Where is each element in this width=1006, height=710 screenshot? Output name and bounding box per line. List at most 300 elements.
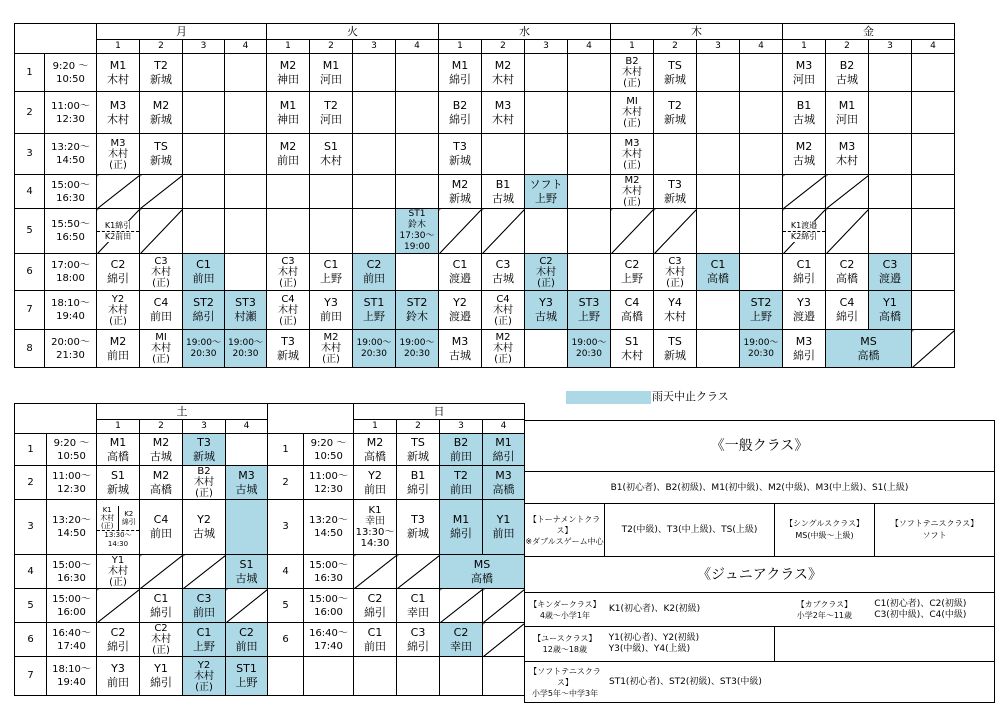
- schedule-cell: 19:00～ 20:30: [396, 330, 439, 368]
- schedule-cell: T2 前田: [440, 466, 483, 500]
- schedule-cell: C1 前田: [354, 623, 397, 657]
- schedule-cell: K1 幸田 13:30～ 14:30: [354, 500, 397, 555]
- period-number: 5: [15, 589, 47, 623]
- period-number: 1: [15, 54, 45, 92]
- schedule-cell: ソフト 上野: [525, 175, 568, 209]
- schedule-cell: [697, 330, 740, 368]
- schedule-cell-split: [97, 500, 140, 555]
- singles-class-levels: MS(中級～上級): [795, 531, 854, 540]
- slot-header: 2: [654, 40, 697, 54]
- schedule-cell: [697, 291, 740, 330]
- schedule-cell: [267, 209, 310, 254]
- schedule-cell: ST2 上野: [740, 291, 783, 330]
- schedule-cell: [611, 209, 654, 254]
- slot-header: 1: [97, 40, 140, 54]
- cub-class-label: 【カブクラス】: [796, 599, 853, 609]
- day-header: 金: [783, 24, 955, 40]
- schedule-cell: [225, 54, 267, 92]
- period-time: [304, 657, 354, 696]
- schedule-cell: MS 高橋: [440, 555, 525, 589]
- schedule-cell: C1 前田: [183, 254, 225, 291]
- schedule-cell: [912, 254, 955, 291]
- period-time: 20:00～ 21:30: [45, 330, 97, 368]
- schedule-cell: M2 木村: [482, 54, 525, 92]
- slot-header: 3: [183, 40, 225, 54]
- schedule-cell: [140, 555, 183, 589]
- schedule-cell: [353, 92, 396, 134]
- day-header: 水: [439, 24, 611, 40]
- schedule-cell: M3 高橋: [483, 466, 525, 500]
- schedule-cell: 19:00～ 20:30: [353, 330, 396, 368]
- schedule-cell: [439, 209, 482, 254]
- schedule-cell: Y3 前田: [310, 291, 353, 330]
- schedule-cell: Y1 前田: [483, 500, 525, 555]
- schedule-cell: [483, 623, 525, 657]
- schedule-cell: M2 古城: [140, 434, 183, 466]
- schedule-cell: M3 木村: [482, 92, 525, 134]
- slot-header: 1: [267, 40, 310, 54]
- schedule-cell: M3 古城: [226, 466, 268, 500]
- schedule-cell: B1 古城: [783, 92, 826, 134]
- schedule-cell: [225, 175, 267, 209]
- schedule-cell: M2 前田: [267, 134, 310, 175]
- slot-header: 4: [568, 40, 611, 54]
- slot-header: 4: [396, 40, 439, 54]
- schedule-cell: ST1 上野: [226, 657, 268, 696]
- slot-header: 1: [783, 40, 826, 54]
- schedule-cell: C4 綿引: [826, 291, 869, 330]
- schedule-cell: ST1 鈴木 17:30～ 19:00: [396, 209, 439, 254]
- schedule-cell: [697, 134, 740, 175]
- soft-tennis-class-value: ソフト: [922, 531, 947, 540]
- schedule-cell: S1 木村: [310, 134, 353, 175]
- tournament-class-label: 【トーナメントクラス】: [528, 514, 601, 535]
- schedule-cell: [97, 209, 140, 254]
- schedule-cell: [869, 175, 912, 209]
- schedule-cell: [183, 555, 226, 589]
- junior-soft-class-age: 小学5年～中学3年: [531, 688, 599, 698]
- schedule-cell: B2 前田: [440, 434, 483, 466]
- schedule-cell: [912, 330, 955, 368]
- schedule-cell: [525, 54, 568, 92]
- slot-header: 2: [140, 420, 183, 434]
- schedule-cell: [568, 209, 611, 254]
- schedule-cell: TS 新城: [397, 434, 440, 466]
- schedule-cell: T3 新城: [439, 134, 482, 175]
- schedule-cell: ST3 村瀬: [225, 291, 267, 330]
- schedule-cell: [483, 589, 525, 623]
- slot-header: 1: [354, 420, 397, 434]
- schedule-cell: T3 新城: [654, 175, 697, 209]
- period-time: 15:50～ 16:50: [45, 209, 97, 254]
- period-number: 2: [268, 466, 304, 500]
- schedule-cell: ST2 鈴木: [396, 291, 439, 330]
- youth-class-levels-1: Y1(初心者)、Y2(初級): [608, 633, 700, 643]
- schedule-cell: C3 前田: [183, 589, 226, 623]
- schedule-cell: [568, 254, 611, 291]
- schedule-cell: M2 神田: [267, 54, 310, 92]
- schedule-cell: [525, 134, 568, 175]
- split-class-label: K2綿引: [783, 231, 825, 242]
- schedule-cell: M1 綿引: [440, 500, 483, 555]
- slot-header: 3: [440, 420, 483, 434]
- split-class-label: K1 木村 (正): [97, 506, 119, 530]
- schedule-cell: T3 新城: [267, 330, 310, 368]
- schedule-cell: [183, 209, 225, 254]
- schedule-cell: [740, 209, 783, 254]
- schedule-cell: C4 高橋: [611, 291, 654, 330]
- period-time: 11:00～ 12:30: [45, 92, 97, 134]
- day-header: 木: [611, 24, 783, 40]
- schedule-cell: [440, 589, 483, 623]
- schedule-cell: [740, 175, 783, 209]
- period-number: 2: [15, 466, 47, 500]
- schedule-cell: Y2 渡邉: [439, 291, 482, 330]
- schedule-cell: M3 木村: [97, 92, 140, 134]
- cub-class-age: 小学2年～11歳: [796, 610, 853, 620]
- weekend-schedule-table: [14, 403, 525, 696]
- schedule-cell: [697, 92, 740, 134]
- schedule-cell: [353, 54, 396, 92]
- schedule-cell: [226, 589, 268, 623]
- period-number: 5: [268, 589, 304, 623]
- schedule-cell: S1 古城: [226, 555, 268, 589]
- schedule-cell: [396, 54, 439, 92]
- period-number: 4: [268, 555, 304, 589]
- schedule-cell: M2 木村 (正): [611, 175, 654, 209]
- period-number: 7: [15, 291, 45, 330]
- schedule-cell: [740, 54, 783, 92]
- schedule-cell: C1 幸田: [397, 589, 440, 623]
- schedule-cell: [482, 209, 525, 254]
- schedule-cell: Y2 古城: [183, 500, 226, 555]
- schedule-cell: [740, 134, 783, 175]
- schedule-cell: C3 木村 (正): [140, 254, 183, 291]
- schedule-cell: [912, 291, 955, 330]
- slot-header: 2: [482, 40, 525, 54]
- schedule-cell: M3 綿引: [783, 330, 826, 368]
- soft-tennis-class-label: 【ソフトテニスクラス】: [890, 519, 979, 528]
- schedule-cell: ST2 綿引: [183, 291, 225, 330]
- period-number: 3: [15, 134, 45, 175]
- schedule-cell: [226, 500, 268, 555]
- schedule-cell: [912, 92, 955, 134]
- schedule-cell: [353, 209, 396, 254]
- schedule-cell: [826, 209, 869, 254]
- kinder-class-age: 4歳～小学1年: [539, 610, 590, 620]
- cub-class-levels-1: C1(初心者)、C2(初級): [874, 598, 967, 609]
- schedule-cell: M3 木村 (正): [611, 134, 654, 175]
- schedule-cell: [697, 54, 740, 92]
- schedule-cell: [225, 134, 267, 175]
- schedule-cell: M1 河田: [826, 92, 869, 134]
- kinder-class-levels: K1(初心者)、K2(初級): [608, 604, 701, 614]
- schedule-cell: [568, 134, 611, 175]
- schedule-cell: C2 綿引: [354, 589, 397, 623]
- schedule-cell: B2 綿引: [439, 92, 482, 134]
- schedule-cell: M3 木村 (正): [97, 134, 140, 175]
- period-number: 1: [15, 434, 47, 466]
- period-number: 2: [15, 92, 45, 134]
- schedule-cell: [568, 175, 611, 209]
- period-time: 15:00～ 16:30: [45, 175, 97, 209]
- period-time: 13:20～ 14:50: [304, 500, 354, 555]
- split-class-time: 13:30～ 14:30: [97, 530, 139, 549]
- slot-header: 4: [740, 40, 783, 54]
- schedule-cell: S1 新城: [97, 466, 140, 500]
- schedule-cell: M2 前田: [97, 330, 140, 368]
- schedule-cell: [912, 209, 955, 254]
- schedule-cell: T2 新城: [140, 54, 183, 92]
- tournament-class-note: ※ダブルスゲーム中心: [525, 536, 604, 546]
- schedule-cell: S1 木村: [611, 330, 654, 368]
- schedule-cell: [225, 92, 267, 134]
- schedule-cell: Y1 綿引: [140, 657, 183, 696]
- schedule-cell: [525, 209, 568, 254]
- schedule-cell: C2 上野: [611, 254, 654, 291]
- schedule-cell: [397, 555, 440, 589]
- schedule-cell: M3 河田: [783, 54, 826, 92]
- schedule-cell: B2 古城: [826, 54, 869, 92]
- schedule-cell: [140, 209, 183, 254]
- period-time: 15:00～ 16:30: [304, 555, 354, 589]
- schedule-cell: [525, 330, 568, 368]
- schedule-cell: [353, 175, 396, 209]
- schedule-cell: [310, 175, 353, 209]
- singles-class-label: 【シングルスクラス】: [785, 519, 864, 528]
- weekday-schedule-table: [14, 23, 955, 368]
- schedule-cell: [226, 434, 268, 466]
- schedule-cell: [354, 555, 397, 589]
- period-number: 6: [15, 623, 47, 657]
- schedule-cell: C4 木村 (正): [482, 291, 525, 330]
- tournament-class-levels: T2(中級)、T3(中上級)、TS(上級): [605, 504, 775, 557]
- schedule-cell: C1 綿引: [783, 254, 826, 291]
- schedule-cell: [912, 175, 955, 209]
- period-time: 17:00～ 18:00: [45, 254, 97, 291]
- schedule-cell: M1 神田: [267, 92, 310, 134]
- schedule-cell: C1 高橋: [697, 254, 740, 291]
- schedule-cell: C1 綿引: [140, 589, 183, 623]
- schedule-cell: M2 高橋: [140, 466, 183, 500]
- schedule-cell: [483, 657, 525, 696]
- period-time: 9:20 ～ 10:50: [304, 434, 354, 466]
- schedule-cell: [869, 54, 912, 92]
- schedule-cell: M2 新城: [140, 92, 183, 134]
- schedule-cell: C3 木村 (正): [654, 254, 697, 291]
- schedule-cell: [140, 175, 183, 209]
- slot-header: 4: [483, 420, 525, 434]
- schedule-cell: T3 新城: [397, 500, 440, 555]
- split-class-label: K2前田: [97, 231, 139, 242]
- schedule-cell: M2 古城: [783, 134, 826, 175]
- period-time: 16:40～ 17:40: [304, 623, 354, 657]
- period-time: 9:20 ～ 10:50: [47, 434, 97, 466]
- kinder-class-label: 【キンダークラス】: [529, 599, 601, 609]
- schedule-cell: M2 高橋: [354, 434, 397, 466]
- schedule-cell: [267, 175, 310, 209]
- schedule-cell: C4 前田: [140, 291, 183, 330]
- period-time: 18:10～ 19:40: [47, 657, 97, 696]
- rain-cancel-legend-swatch: [566, 391, 651, 404]
- schedule-cell: M2 木村 (正): [482, 330, 525, 368]
- period-time: 15:00～ 16:00: [47, 589, 97, 623]
- schedule-cell: [869, 209, 912, 254]
- schedule-cell: C2 高橋: [826, 254, 869, 291]
- period-time: 11:00～ 12:30: [304, 466, 354, 500]
- schedule-cell: C4 木村 (正): [267, 291, 310, 330]
- schedule-cell: [183, 92, 225, 134]
- schedule-cell: [396, 134, 439, 175]
- schedule-cell: Y2 前田: [354, 466, 397, 500]
- schedule-cell: [225, 209, 267, 254]
- schedule-cell: C2 前田: [226, 623, 268, 657]
- cub-class-levels-2: C3(初中級)、C4(中級): [874, 609, 967, 620]
- general-class-title: 《一般クラス》: [525, 421, 995, 472]
- schedule-cell: C1 上野: [310, 254, 353, 291]
- period-time: 16:40～ 17:40: [47, 623, 97, 657]
- schedule-cell: [912, 134, 955, 175]
- split-class-label: K1渡邉: [783, 221, 825, 231]
- schedule-cell: MI 木村 (正): [611, 92, 654, 134]
- period-number: 7: [15, 657, 47, 696]
- schedule-cell: C2 木村 (正): [525, 254, 568, 291]
- schedule-cell: M2 新城: [439, 175, 482, 209]
- schedule-cell: C1 渡邉: [439, 254, 482, 291]
- period-number: 6: [15, 254, 45, 291]
- schedule-cell: [697, 175, 740, 209]
- schedule-cell: B1 古城: [482, 175, 525, 209]
- period-number: 4: [15, 175, 45, 209]
- day-header: 月: [97, 24, 267, 40]
- schedule-cell: [697, 209, 740, 254]
- schedule-cell: B2 木村 (正): [183, 466, 226, 500]
- schedule-cell: [740, 92, 783, 134]
- junior-soft-class-levels: ST1(初心者)、ST2(初級)、ST3(中級): [609, 676, 762, 687]
- schedule-cell: 19:00～ 20:30: [568, 330, 611, 368]
- schedule-cell: [783, 209, 826, 254]
- slot-header: 1: [439, 40, 482, 54]
- schedule-cell: Y3 渡邉: [783, 291, 826, 330]
- schedule-cell: [568, 54, 611, 92]
- corner-cell: [268, 404, 354, 434]
- period-number: 3: [15, 500, 47, 555]
- period-time: 9:20 ～ 10:50: [45, 54, 97, 92]
- slot-header: 3: [869, 40, 912, 54]
- schedule-cell: [354, 657, 397, 696]
- schedule-cell: TS 新城: [654, 330, 697, 368]
- schedule-cell: [97, 175, 140, 209]
- period-number: 6: [268, 623, 304, 657]
- period-number: [268, 657, 304, 696]
- schedule-cell: MI 木村 (正): [140, 330, 183, 368]
- slot-header: 1: [611, 40, 654, 54]
- schedule-cell: [654, 209, 697, 254]
- slot-header: 2: [140, 40, 183, 54]
- schedule-cell: [183, 54, 225, 92]
- schedule-cell: M3 古城: [439, 330, 482, 368]
- schedule-cell: Y4 木村: [654, 291, 697, 330]
- slot-header: 3: [183, 420, 226, 434]
- schedule-cell: [568, 92, 611, 134]
- schedule-cell: C2 木村 (正): [140, 623, 183, 657]
- period-time: 18:10～ 19:40: [45, 291, 97, 330]
- schedule-cell: TS 新城: [140, 134, 183, 175]
- schedule-cell: [310, 209, 353, 254]
- schedule-cell: Y2 木村 (正): [183, 657, 226, 696]
- junior-soft-class-label: 【ソフトテニスクラス】: [529, 666, 601, 687]
- schedule-cell: M2 木村 (正): [310, 330, 353, 368]
- schedule-cell: T2 新城: [654, 92, 697, 134]
- slot-header: 2: [397, 420, 440, 434]
- schedule-cell: T2 河田: [310, 92, 353, 134]
- schedule-cell: [225, 254, 267, 291]
- slot-header: 1: [97, 420, 140, 434]
- schedule-cell: C2 幸田: [440, 623, 483, 657]
- split-class-label: K2 綿引: [121, 509, 136, 526]
- period-number: 3: [268, 500, 304, 555]
- youth-class-levels-2: Y3(中級)、Y4(上級): [608, 644, 691, 654]
- schedule-cell: [869, 134, 912, 175]
- junior-class-title: 《ジュニアクラス》: [525, 557, 995, 593]
- schedule-cell: 19:00～ 20:30: [183, 330, 225, 368]
- schedule-cell: [826, 175, 869, 209]
- period-time: 13:20～ 14:50: [45, 134, 97, 175]
- schedule-cell: [397, 657, 440, 696]
- schedule-cell: Y2 木村 (正): [97, 291, 140, 330]
- schedule-cell: 19:00～ 20:30: [225, 330, 267, 368]
- schedule-cell: ST3 上野: [568, 291, 611, 330]
- schedule-cell: M1 綿引: [439, 54, 482, 92]
- schedule-cell: [869, 92, 912, 134]
- corner-cell: [15, 404, 97, 434]
- slot-header: 4: [226, 420, 268, 434]
- schedule-cell: M1 綿引: [483, 434, 525, 466]
- schedule-cell: [353, 134, 396, 175]
- schedule-cell: Y3 前田: [97, 657, 140, 696]
- slot-header: 3: [697, 40, 740, 54]
- schedule-cell: Y3 古城: [525, 291, 568, 330]
- day-header: 土: [97, 404, 268, 420]
- period-number: 5: [15, 209, 45, 254]
- slot-header: 3: [525, 40, 568, 54]
- schedule-cell: [396, 92, 439, 134]
- schedule-cell: [740, 254, 783, 291]
- schedule-cell: [440, 657, 483, 696]
- schedule-cell: C1 上野: [183, 623, 226, 657]
- schedule-cell: [654, 134, 697, 175]
- period-number: 4: [15, 555, 47, 589]
- schedule-cell: B1 綿引: [397, 466, 440, 500]
- youth-class-age: 12歳～18歳: [542, 645, 588, 654]
- period-time: 13:20～ 14:50: [47, 500, 97, 555]
- schedule-cell: M3 木村: [826, 134, 869, 175]
- schedule-cell: C3 古城: [482, 254, 525, 291]
- schedule-cell: 19:00～ 20:30: [740, 330, 783, 368]
- split-class-label: K1綿引: [97, 221, 139, 231]
- general-class-levels: B1(初心者)、B2(初級)、M1(初中級)、M2(中級)、M3(中上級)、S1(上級): [525, 472, 995, 504]
- schedule-cell: Y1 高橋: [869, 291, 912, 330]
- rain-cancel-legend-label: 雨天中止クラス: [652, 390, 729, 403]
- schedule-cell: [525, 92, 568, 134]
- period-time: 15:00～ 16:00: [304, 589, 354, 623]
- period-number: 1: [268, 434, 304, 466]
- schedule-cell: C2 前田: [353, 254, 396, 291]
- period-time: 11:00～ 12:30: [47, 466, 97, 500]
- schedule-cell: C3 綿引: [397, 623, 440, 657]
- schedule-cell: C3 渡邉: [869, 254, 912, 291]
- schedule-cell: T3 新城: [183, 434, 226, 466]
